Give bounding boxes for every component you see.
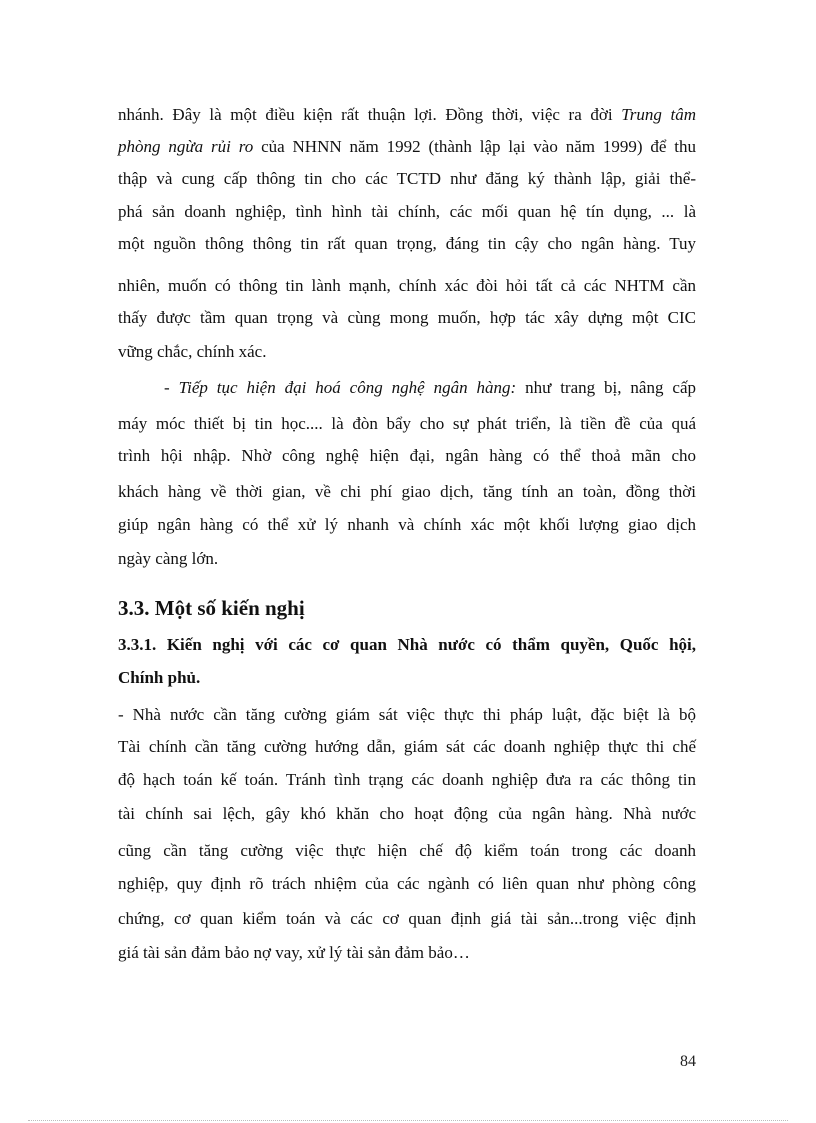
body-text-line (118, 104, 696, 126)
body-text-line: trình hội nhập. Nhờ công nghệ hiện đại, ngân hàng có thể thoả mãn cho (118, 446, 696, 465)
body-text-line: cũng cần tăng cường việc thực hiện chế độ kiểm toán trong các doanh (118, 841, 696, 860)
body-text-line: thập và cung cấp thông tin cho các TCTD như đăng ký thành lập, giải thể- (118, 169, 696, 188)
subsection-heading: 3.3.1. Kiến nghị với các cơ quan Nhà nước có thẩm quyền, Quốc hội, (118, 635, 696, 654)
body-text-line: một nguồn thông thông tin rất quan trọng, đáng tin cậy cho ngân hàng. Tuy (118, 234, 696, 253)
italic-term-phong-ngua-rui-ro: phòng ngừa rủi ro (118, 137, 254, 156)
body-text-line: giá tài sản đảm bảo nợ vay, xử lý tài sản đảm bảo… (118, 943, 470, 962)
subsection-heading: Chính phủ. (118, 668, 201, 687)
body-text-line: khách hàng về thời gian, về chi phí giao dịch, tăng tính an toàn, đồng thời (118, 482, 696, 501)
body-text-line: nghiệp, quy định rõ trách nhiệm của các ngành có liên quan như phòng công (118, 874, 696, 893)
body-text-line (164, 377, 696, 399)
body-text-line: tài chính sai lệch, gây khó khăn cho hoạt động của ngân hàng. Nhà nước (118, 804, 696, 823)
body-text-line: nhiên, muốn có thông tin lành mạnh, chính xác đòi hỏi tất cả các NHTM cần (118, 276, 696, 295)
section-heading: 3.3. Một số kiến nghị (118, 596, 305, 620)
body-text-line (118, 136, 696, 158)
page-bottom-divider (28, 1120, 788, 1121)
text-run: của NHNN năm 1992 (thành lập lại vào năm 1999) để thu (253, 137, 696, 156)
body-text-line: giúp ngân hàng có thể xử lý nhanh và chính xác một khối lượng giao dịch (118, 515, 696, 534)
italic-lead-phrase: - Tiếp tục hiện đại hoá công nghệ ngân hàng: (164, 378, 517, 397)
text-run: như trang bị, nâng cấp (516, 378, 696, 397)
body-text-line: Tài chính cần tăng cường hướng dẫn, giám sát các doanh nghiệp thực thi chế (118, 737, 696, 756)
body-text-line: độ hạch toán kế toán. Tránh tình trạng các doanh nghiệp đưa ra các thông tin (118, 770, 696, 789)
body-text-line: thấy được tầm quan trọng và cùng mong muốn, hợp tác xây dựng một CIC (118, 308, 696, 327)
body-text-line: chứng, cơ quan kiểm toán và các cơ quan định giá tài sản...trong việc định (118, 909, 696, 928)
body-text-line: - Nhà nước cần tăng cường giám sát việc thực thi pháp luật, đặc biệt là bộ (118, 705, 696, 724)
body-text-line: vững chắc, chính xác. (118, 342, 267, 361)
body-text-line: ngày càng lớn. (118, 549, 219, 568)
text-run: nhánh. Đây là một điều kiện rất thuận lợi. Đồng thời, việc ra đời (118, 105, 622, 124)
page-number: 84 (680, 1053, 696, 1070)
body-text-line: máy móc thiết bị tin học.... là đòn bẩy cho sự phát triển, là tiền đề của quá (118, 414, 696, 433)
body-text-line: phá sản doanh nghiệp, tình hình tài chính, các mối quan hệ tín dụng, ... là (118, 202, 696, 221)
italic-term-trung-tam: Trung tâm (621, 105, 696, 124)
